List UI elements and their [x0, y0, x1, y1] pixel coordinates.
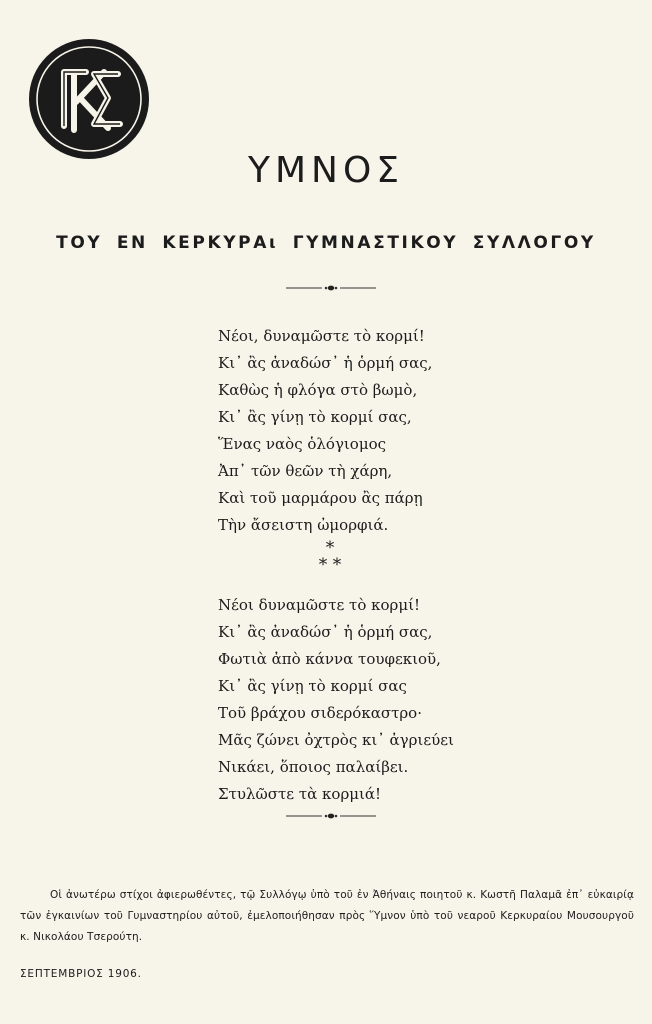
stanza-two	[218, 592, 454, 808]
asterism-top: *	[325, 538, 335, 558]
verse-line: Κι᾿ ἂς γίνῃ τὸ κορμί σας,	[218, 408, 412, 426]
date-line: ΣΕΠΤΕΜΒΡΙΟΣ 1906.	[20, 968, 142, 980]
ornament-divider-bottom	[286, 811, 376, 821]
stanza-one	[218, 323, 432, 539]
verse-line: Στυλῶστε τὰ κορμιά!	[218, 785, 382, 803]
page-subtitle: ΤΟΥ ΕΝ ΚΕΡΚΥΡΑι ΓΥΜΝΑΣΤΙΚΟΥ ΣΥΛΛΟΓΟΥ	[56, 233, 596, 253]
verse-line: Ἀπ᾿ τῶν θεῶν τὴ χάρη,	[218, 462, 393, 480]
verse-line: Νέοι, δυναμῶστε τὸ κορμί!	[218, 327, 425, 345]
verse-line: Νικάει, ὅποιος παλαίβει.	[218, 758, 409, 776]
club-monogram-logo	[28, 38, 150, 160]
asterism-separator	[300, 540, 360, 574]
verse-line: Μᾶς ζώνει ὀχτρὸς κι᾿ ἀγριεύει	[218, 731, 454, 749]
verse-line: Τοῦ βράχου σιδερόκαστρο·	[218, 704, 422, 722]
verse-line: Καὶ τοῦ μαρμάρου ἂς πάρῃ	[218, 489, 423, 507]
verse-line: Φωτιὰ ἀπὸ κάννα τουφεκιοῦ,	[218, 650, 441, 668]
verse-line: Κι᾿ ἂς γίνῃ τὸ κορμί σας	[218, 677, 407, 695]
verse-line: Κι᾿ ἂς ἀναδώσ᾿ ἡ ὁρμή σας,	[218, 623, 433, 641]
dedication-note: Οἱ ἀνωτέρω στίχοι ἀφιερωθέντες, τῷ Συλλόγῳ ὑπὸ τοῦ ἐν Ἀθήναις ποιητοῦ κ. Κωστῆ Παλαμᾶ ἐπ᾿ εὐκαιρίᾳ τῶν ἐγκαινίων τοῦ Γυμναστηρίου αὐτοῦ, ἐμελοποιήθησαν πρὸς Ὕμνον ὑπὸ τοῦ νεαροῦ Κερκυραίου Μουσουργοῦ κ. Νικολάου Τσερούτη.	[20, 889, 634, 943]
verse-line: Καθὼς ἡ φλόγα στὸ βωμὸ,	[218, 381, 418, 399]
page-title: ΥΜΝΟΣ	[247, 150, 405, 191]
verse-line: Νέοι δυναμῶστε τὸ κορμί!	[218, 596, 421, 614]
verse-line: Τὴν ἄσειστη ὠμορφιά.	[218, 516, 389, 534]
ornament-divider-top	[286, 283, 376, 293]
verse-line: Ἕνας ναὸς ὁλόγιομος	[218, 435, 387, 453]
asterism-bottom: * *	[318, 555, 342, 575]
verse-line: Κι᾿ ἂς ἀναδώσ᾿ ἡ ὁρμή σας,	[218, 354, 433, 372]
